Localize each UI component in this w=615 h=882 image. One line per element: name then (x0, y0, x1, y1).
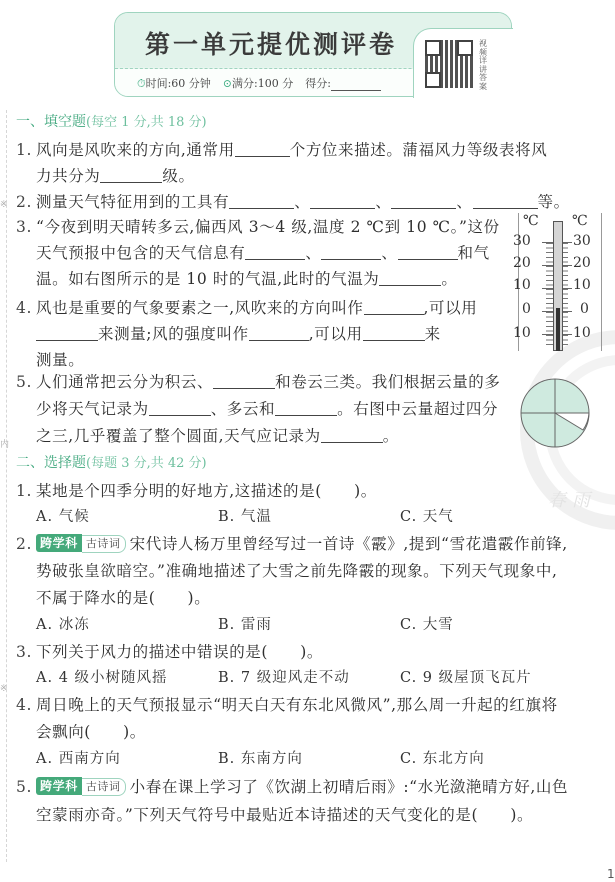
choice-q2-line1: 2. 跨学科 古诗词 宋代诗人杨万里曾经写过一首诗《霰》,提到“雪花遣霰作前锋, (16, 535, 568, 553)
choice-q3-option-b[interactable]: B. 7 级迎风走不动 (218, 670, 350, 686)
choice-q4-option-b[interactable]: B. 东南方向 (218, 751, 303, 767)
choice-q5-line1: 5. 跨学科 古诗词 小春在课上学习了《饮湖上初晴后雨》:“水光潋滟晴方好,山色 (16, 778, 569, 796)
thermometer-mercury (556, 308, 560, 351)
exam-info (137, 75, 381, 91)
answer-blank[interactable] (36, 325, 98, 341)
cloud-cover-pie (520, 378, 590, 448)
stopwatch-icon: ⏱ (137, 77, 146, 90)
answer-blank[interactable] (363, 325, 425, 341)
binding-mark: 内 (0, 440, 10, 450)
answer-blank[interactable] (391, 193, 456, 209)
answer-blank[interactable] (321, 244, 381, 260)
answer-blank[interactable] (310, 193, 375, 209)
answer-blank[interactable] (149, 400, 211, 416)
time-limit: 时间:60 分钟 (145, 77, 211, 90)
answer-blank[interactable] (213, 373, 275, 389)
answer-blank[interactable] (398, 244, 458, 260)
tag-cross-subject: 跨学科 (36, 777, 82, 795)
answer-blank[interactable] (275, 400, 337, 416)
fill-q5-line3: 之三,几乎覆盖了整个圆面,天气应记录为 。 (36, 427, 399, 445)
choice-q1-option-b[interactable]: B. 气温 (218, 509, 272, 525)
binding-mark: ※ (0, 200, 8, 210)
fill-q1-line2: 力共分为 级。 (36, 167, 195, 185)
answer-blank[interactable] (364, 299, 424, 315)
fill-q3-line1: 3. “今夜到明天晴转多云,偏西风 3～4 级,温度 2 ℃到 10 ℃。”这份 (16, 218, 500, 236)
section-2-title: 二、选择题(每题 3 分,共 42 分) (16, 455, 207, 471)
choice-q4-option-c[interactable]: C. 东北方向 (400, 751, 485, 767)
choice-q2-line2: 势破张皇欲暗空。”准确地描述了大雪之前先降霰的现象。下列天气现象中, (36, 562, 558, 580)
fill-q1-line1: 1. 风向是风吹来的方向,通常用 个方位来描述。蒲福风力等级表将风 (16, 141, 548, 159)
fill-q4-line1: 4. 风也是重要的气象要素之一,风吹来的方向叫作 ,可以用 (16, 299, 478, 317)
thermometer-figure: ℃ ℃ 30 20 10 0 10 30 20 10 0 10 (510, 213, 610, 351)
fill-q5-line1: 5. 人们通常把云分为积云、 和卷云三类。我们根据云量的多 (16, 373, 501, 391)
choice-q3-option-a[interactable]: A. 4 级小树随风摇 (36, 670, 168, 686)
binding-mark: ※ (0, 684, 8, 694)
qr-label: 视频详讲答案 (479, 39, 487, 91)
answer-blank[interactable] (245, 244, 305, 260)
choice-q4-option-a[interactable]: A. 西南方向 (36, 751, 121, 767)
score-label: 得分: (305, 77, 331, 90)
choice-q5-line2: 空蒙雨亦奇。”下列天气符号中最贴近本诗描述的天气变化的是( )。 (36, 806, 534, 824)
watermark-text: 春雨 (548, 490, 596, 511)
section-1-title: 一、填空题(每空 1 分,共 18 分) (16, 114, 207, 130)
choice-q1-option-a[interactable]: A. 气候 (36, 509, 90, 525)
choice-q1-option-c[interactable]: C. 天气 (400, 509, 454, 525)
binding-line (6, 110, 7, 862)
choice-q2-line3: 不属于降水的是( )。 (36, 589, 211, 607)
answer-blank[interactable] (229, 193, 294, 209)
tag-ancient-poetry: 古诗词 (82, 778, 126, 796)
tag-ancient-poetry: 古诗词 (82, 535, 126, 553)
fill-q4-line2: 来测量;风的强度叫作 ,可以用 来 (36, 322, 441, 344)
choice-q4-line2: 会飘向( )。 (36, 723, 146, 741)
full-score: 满分:100 分 (232, 77, 294, 90)
fill-q4-line3: 测量。 (36, 351, 85, 369)
answer-blank[interactable] (379, 270, 441, 286)
answer-blank[interactable] (321, 427, 383, 443)
answer-blank[interactable] (473, 193, 538, 209)
fill-q5-line2: 少将天气记录为 、多云和 。右图中云量超过四分 (36, 400, 499, 418)
answer-blank[interactable] (235, 141, 290, 157)
qr-code-icon[interactable] (425, 40, 473, 88)
page-title: 第一单元提优测评卷 (145, 30, 398, 59)
fill-q3-line3: 温。如右图所示的是 10 时的气温,此时的气温为 。 (36, 270, 458, 288)
choice-q2-option-b[interactable]: B. 雷雨 (218, 617, 272, 633)
choice-q1: 1. 某地是个四季分明的好地方,这描述的是( )。 (16, 482, 377, 500)
tag-cross-subject: 跨学科 (36, 534, 82, 552)
fill-q2: 2. 测量天气特征用到的工具有 、 、 、 等。 (16, 193, 570, 211)
fill-q3-line2: 天气预报中包含的天气信息有 、 、 和气 (36, 244, 490, 262)
choice-q2-option-a[interactable]: A. 冰冻 (36, 617, 90, 633)
answer-blank[interactable] (100, 167, 162, 183)
answer-blank[interactable] (249, 325, 309, 341)
check-circle-icon: ⊙ (222, 77, 233, 90)
choice-q4-line1: 4. 周日晚上的天气预报显示“明天白天有东北风微风”,那么周一升起的红旗将 (16, 696, 558, 714)
choice-q2-option-c[interactable]: C. 大雪 (400, 617, 454, 633)
choice-q3: 3. 下列关于风力的描述中错误的是( )。 (16, 643, 323, 661)
page-number: 1 (607, 867, 615, 881)
choice-q3-option-c[interactable]: C. 9 级屋顶飞瓦片 (400, 670, 532, 686)
score-field[interactable] (331, 79, 381, 91)
